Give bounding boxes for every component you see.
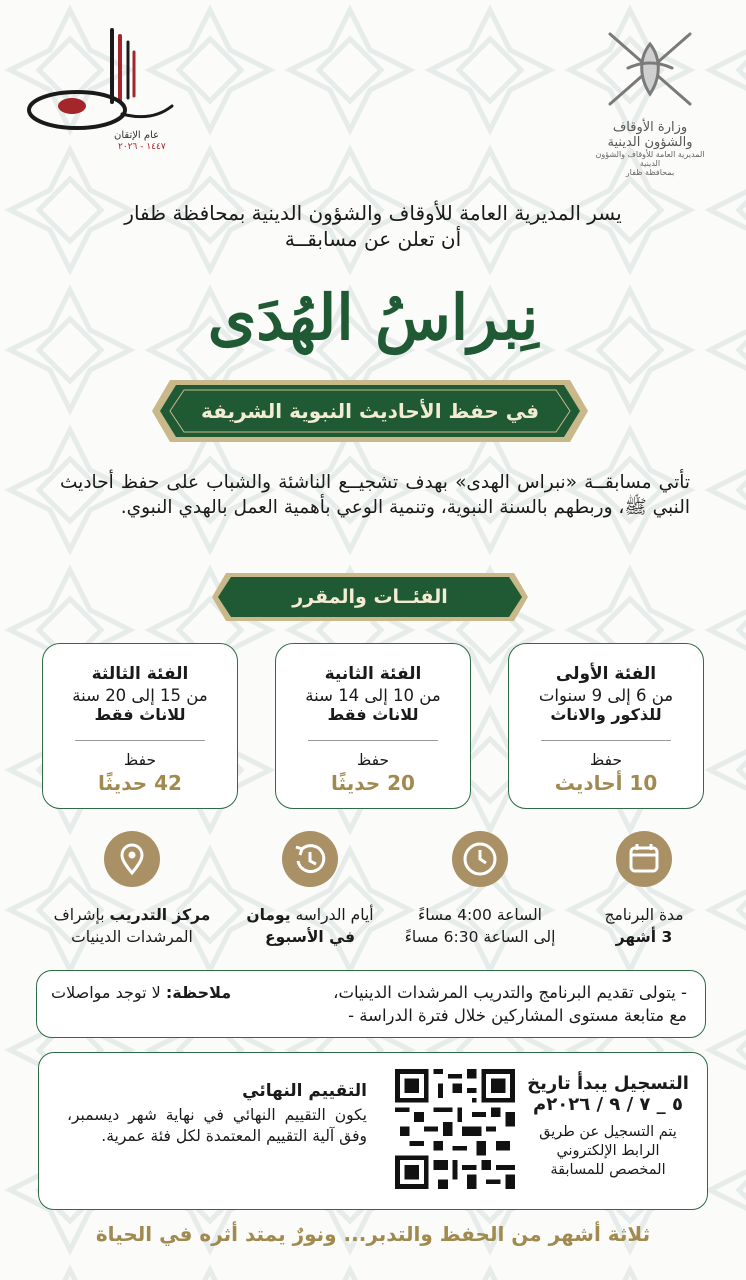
category-title: الفئة الثانية	[324, 664, 422, 684]
category-memorize-label: حفظ	[356, 751, 390, 769]
program-time: الساعة 4:00 مساءً إلى الساعة 6:30 مساءً	[404, 906, 556, 946]
registration-qr-code[interactable]	[395, 1069, 515, 1189]
history-clock-icon	[282, 831, 338, 887]
ministry-directorate: المديرية العامة للأوقاف والشؤون الدينية	[595, 150, 705, 168]
registration-title: التسجيل يبدأ تاريخ	[527, 1073, 689, 1094]
training-location: مركز التدريب بإشراف المرشدات الدينيات	[53, 906, 211, 946]
slogan: ثلاثة أشهر من الحفظ والتدبر... ونورٌ يمتد أثره في الحياة	[95, 1222, 651, 1246]
evaluation-title: التقييم النهائي	[242, 1081, 367, 1101]
category-card-1	[508, 643, 704, 809]
divider	[541, 740, 671, 741]
category-title: الفئة الثالثة	[91, 664, 189, 684]
category-memorize-label: حفظ	[589, 751, 623, 769]
categories-title: الفئــات والمقرر	[292, 586, 448, 608]
year-logo-text: عام الإتقان	[114, 130, 160, 141]
subtitle-banner	[150, 376, 590, 446]
evaluation-section	[67, 1081, 367, 1147]
categories-banner	[210, 570, 530, 624]
khanjar-emblem-icon	[590, 24, 710, 114]
category-memorize-label: حفظ	[123, 751, 157, 769]
evaluation-text: يكون التقييم النهائي في نهاية شهر ديسمبر، وفق آلية التقييم المعتمدة لكل فئة عمرية.	[67, 1106, 367, 1145]
note-transport: ملاحظة: لا توجد مواصلات	[51, 983, 232, 1002]
program-duration: مدة البرنامج 3 أشهر	[604, 906, 684, 946]
category-gender: للاناث فقط	[94, 705, 186, 724]
category-hadith-count: 42 حديثًا	[98, 771, 182, 795]
competition-title: نِبراسُ الهُدَى	[207, 281, 539, 354]
divider	[308, 740, 438, 741]
year-of-excellence-logo	[22, 22, 192, 152]
year-logo-years: ١٤٤٧ - ٢٠٢٦	[118, 142, 166, 152]
note-program-text: - يتولى تقديم البرنامج والتدريب المرشدات الدينيات، مع متابعة مستوى المشاركين خلال فترة الدراسة -	[333, 983, 687, 1025]
category-gender: للاناث فقط	[327, 705, 419, 724]
registration-method: يتم التسجيل عن طريق الرابط الإلكتروني المخصص للمسابقة	[539, 1124, 677, 1178]
description-text: تأتي مسابقــة «نبراس الهدى» بهدف تشجيــع الناشئة والشباب على حفظ أحاديث النبي ﷺ، وربطهم بالسنة النبوية، وتنمية الوعي بأهمية العمل بالهدي النبوي.	[60, 472, 690, 518]
category-card-2	[275, 643, 471, 809]
intro-line-2: أن تعلن عن مسابقــة	[284, 227, 462, 251]
category-age: من 15 إلى 20 سنة	[72, 686, 208, 705]
ministry-logo	[590, 24, 710, 177]
calligraphy-logo-icon	[22, 22, 192, 132]
intro-line-1: يسر المديرية العامة للأوقاف والشؤون الدينية بمحافظة ظفار	[124, 201, 622, 225]
clock-icon	[452, 831, 508, 887]
registration-date: ٥ _ ٧ / ٩ / ٢٠٢٦م	[533, 1094, 683, 1115]
ministry-name: وزارة الأوقاف والشؤون الدينية	[607, 120, 693, 150]
category-gender: للذكور والاناث	[550, 705, 662, 724]
intro-text	[40, 200, 706, 252]
category-title: الفئة الأولى	[555, 664, 657, 684]
category-hadith-count: 10 أحاديث	[554, 771, 658, 795]
subtitle-text: في حفظ الأحاديث النبوية الشريفة	[200, 399, 540, 423]
category-hadith-count: 20 حديثًا	[331, 771, 415, 795]
category-age: من 6 إلى 9 سنوات	[538, 686, 674, 705]
registration-info	[523, 1073, 693, 1180]
category-age: من 10 إلى 14 سنة	[305, 686, 441, 705]
ministry-governorate: بمحافظة ظفار	[625, 168, 675, 177]
location-pin-icon	[104, 831, 160, 887]
registration-box	[38, 1052, 708, 1210]
note-box	[36, 970, 706, 1038]
calendar-icon	[616, 831, 672, 887]
divider	[75, 740, 205, 741]
program-days: أيام الدراسه يومان في الأسبوع	[246, 906, 374, 946]
category-card-3	[42, 643, 238, 809]
